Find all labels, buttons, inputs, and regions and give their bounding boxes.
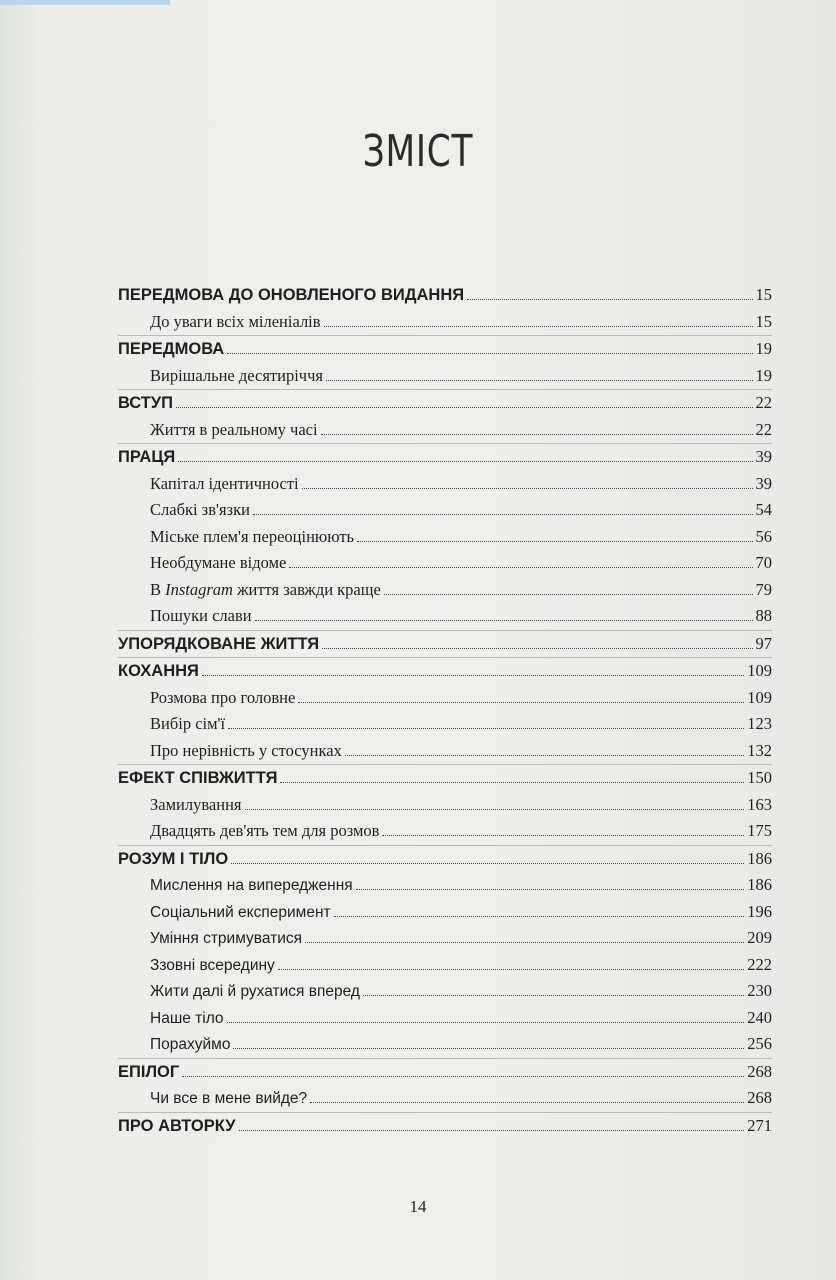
dot-leader — [345, 740, 744, 756]
dot-leader — [178, 446, 752, 462]
dot-leader — [280, 767, 744, 783]
dot-leader — [356, 875, 745, 890]
toc-entry-title: УПОРЯДКОВАНЕ ЖИТТЯ — [118, 634, 320, 653]
toc-entry-title-prefix: В — [150, 579, 166, 599]
toc-entry-page: 240 — [747, 1007, 772, 1027]
toc-entry-page: 70 — [755, 553, 772, 572]
toc-entry-page: 19 — [755, 365, 772, 385]
dot-leader — [233, 1034, 744, 1049]
toc-subsection-entry — [118, 1031, 772, 1058]
dot-leader — [231, 848, 744, 864]
dot-leader — [245, 794, 745, 810]
toc-entry-page: 79 — [755, 579, 772, 599]
toc-section-entry — [118, 1113, 772, 1140]
toc-entry-title: Необдумане відоме — [150, 553, 287, 572]
toc-entry-page: 39 — [755, 447, 772, 466]
toc-entry-title-italic: Instagram — [165, 579, 233, 599]
toc-subsection-entry — [118, 603, 772, 630]
toc-subsection-entry — [118, 738, 772, 765]
toc-subsection-entry — [118, 1005, 772, 1032]
toc-entry-page: 268 — [747, 1088, 772, 1107]
toc-entry-title: Слабкі зв'язки — [150, 500, 250, 519]
toc-entry-title: ПЕРЕДМОВА ДО ОНОВЛЕНОГО ВИДАННЯ — [118, 286, 465, 304]
dot-leader — [298, 687, 744, 703]
dot-leader — [202, 660, 744, 676]
dot-leader — [305, 928, 744, 943]
toc-entry-title: Капітал ідентичності — [150, 473, 299, 493]
toc-subsection-entry — [118, 899, 772, 926]
dot-leader — [322, 633, 752, 649]
toc-entry-page: 268 — [747, 1061, 772, 1081]
dot-leader — [227, 338, 752, 354]
toc-section-entry — [118, 282, 772, 309]
dot-leader — [326, 365, 753, 381]
toc-subsection-entry — [118, 872, 772, 899]
toc-subsection-entry — [118, 550, 772, 577]
toc-entry-title: Ззовні всередину — [150, 956, 275, 974]
toc-section-entry — [118, 1059, 772, 1086]
toc-entry-page: 88 — [755, 606, 772, 625]
toc-entry-title: До уваги всіх міленіалів — [150, 311, 321, 331]
dot-leader — [382, 820, 744, 836]
toc-entry-title: РОЗУМ І ТІЛО — [118, 849, 229, 868]
dot-leader — [182, 1061, 744, 1077]
toc-subsection-entry — [118, 417, 772, 444]
toc-entry-page: 186 — [747, 848, 772, 868]
toc-subsection-entry — [118, 978, 772, 1005]
toc-entry-page: 39 — [755, 473, 772, 493]
dot-leader — [384, 579, 753, 595]
toc-subsection-entry — [118, 363, 772, 390]
toc-entry-page: 97 — [755, 633, 772, 653]
dot-leader — [176, 392, 753, 408]
toc-subsection-entry — [118, 1085, 772, 1112]
toc-entry-title: Пошуки слави — [150, 606, 252, 625]
toc-entry-page: 271 — [747, 1115, 772, 1135]
toc-subsection-entry — [118, 952, 772, 979]
toc-entry-page: 109 — [747, 661, 772, 680]
toc-entry-title: Міське плем'я переоцінюють — [150, 526, 355, 546]
toc-entry-title: Життя в реальному часі — [150, 419, 318, 439]
toc-entry-title: Вибір сім'ї — [150, 714, 226, 733]
toc-subsection-entry — [118, 792, 772, 819]
toc-subsection-entry — [118, 818, 772, 845]
dot-leader — [324, 311, 753, 327]
toc-section-entry — [118, 765, 772, 792]
toc-entry-page: 132 — [747, 740, 772, 760]
toc-entry-title-suffix: життя завжди краще — [232, 579, 381, 599]
toc-entry-page: 209 — [747, 928, 772, 947]
toc-subsection-entry — [118, 524, 772, 551]
toc-subsection-entry — [118, 685, 772, 712]
dot-leader — [253, 499, 753, 515]
dot-leader — [363, 981, 744, 996]
dot-leader — [227, 1008, 745, 1023]
toc-entry-page: 256 — [747, 1034, 772, 1053]
toc-entry-title: ПРО АВТОРКУ — [118, 1116, 236, 1135]
toc-section-entry — [118, 390, 772, 417]
dot-leader — [255, 605, 753, 621]
dot-leader — [289, 552, 752, 568]
dot-leader — [321, 419, 753, 435]
toc-subsection-entry — [118, 497, 772, 524]
toc-subsection-entry — [118, 309, 772, 336]
dot-leader — [357, 526, 752, 542]
toc-entry-title: Жити далі й рухатися вперед — [150, 983, 360, 1000]
toc-entry-title: ВСТУП — [118, 394, 173, 412]
toc-entry-title: Замилування — [150, 794, 242, 814]
toc-subsection-entry — [118, 577, 772, 604]
toc-entry-title: ЕПІЛОГ — [118, 1062, 180, 1081]
toc-section-entry — [118, 444, 772, 471]
toc-entry-page: 15 — [755, 311, 772, 331]
toc-entry-page: 186 — [747, 875, 772, 894]
toc-entry-page: 163 — [747, 794, 772, 814]
toc-entry-title: КОХАННЯ — [118, 662, 199, 680]
toc-entry-page: 22 — [755, 419, 772, 439]
toc-entry-title: ЕФЕКТ СПІВЖИТТЯ — [118, 769, 278, 787]
toc-entry-title: Уміння стримуватися — [150, 930, 303, 947]
dot-leader — [239, 1115, 745, 1131]
toc-entry-page: 196 — [747, 901, 772, 921]
toc-entry-title: Чи все в мене вийде? — [150, 1090, 308, 1107]
toc-entry-page: 150 — [747, 768, 772, 787]
toc-entry-title: Мислення на випередження — [150, 877, 353, 894]
toc-entry-title: Про нерівність у стосунках — [150, 740, 342, 760]
toc-subsection-entry — [118, 711, 772, 738]
toc-section-entry — [118, 658, 772, 685]
toc-entry-title: Порахуймо — [150, 1036, 231, 1053]
toc-entry-title: Соціальний експеримент — [150, 903, 331, 921]
dot-leader — [334, 902, 745, 917]
toc-entry-title: ПЕРЕДМОВА — [118, 340, 225, 358]
toc-entry-page: 109 — [747, 687, 772, 707]
toc-entry-title: Вирішальне десятиріччя — [150, 365, 323, 385]
dot-leader — [467, 284, 752, 300]
toc-entry-page: 15 — [755, 285, 772, 304]
toc-section-entry — [118, 631, 772, 658]
toc-entry-page: 123 — [747, 714, 772, 733]
dot-leader — [228, 713, 744, 729]
page-edge-strip — [0, 0, 170, 5]
toc-entry-title: ПРАЦЯ — [118, 448, 176, 466]
toc-entry-title: Наше тіло — [150, 1009, 224, 1027]
toc-entry-title — [150, 577, 381, 604]
page-title: ЗМІСТ — [362, 126, 474, 177]
dot-leader — [302, 473, 753, 489]
toc-section-entry — [118, 846, 772, 873]
toc-entry-page: 222 — [747, 954, 772, 974]
toc-entry-page: 54 — [755, 500, 772, 519]
toc-entry-title: Двадцять дев'ять тем для розмов — [150, 821, 380, 840]
toc-entry-page: 22 — [755, 393, 772, 412]
toc-subsection-entry — [118, 471, 772, 498]
toc-section-entry — [118, 336, 772, 363]
toc-entry-page: 56 — [755, 526, 772, 546]
toc-entry-title: Розмова про головне — [150, 687, 296, 707]
toc-entry-page: 230 — [747, 981, 772, 1000]
table-of-contents — [118, 282, 772, 1139]
dot-leader — [310, 1088, 744, 1103]
dot-leader — [278, 955, 744, 970]
toc-subsection-entry — [118, 925, 772, 952]
toc-entry-page: 19 — [755, 339, 772, 358]
page-number: 14 — [409, 1197, 427, 1216]
toc-entry-page: 175 — [747, 821, 772, 840]
